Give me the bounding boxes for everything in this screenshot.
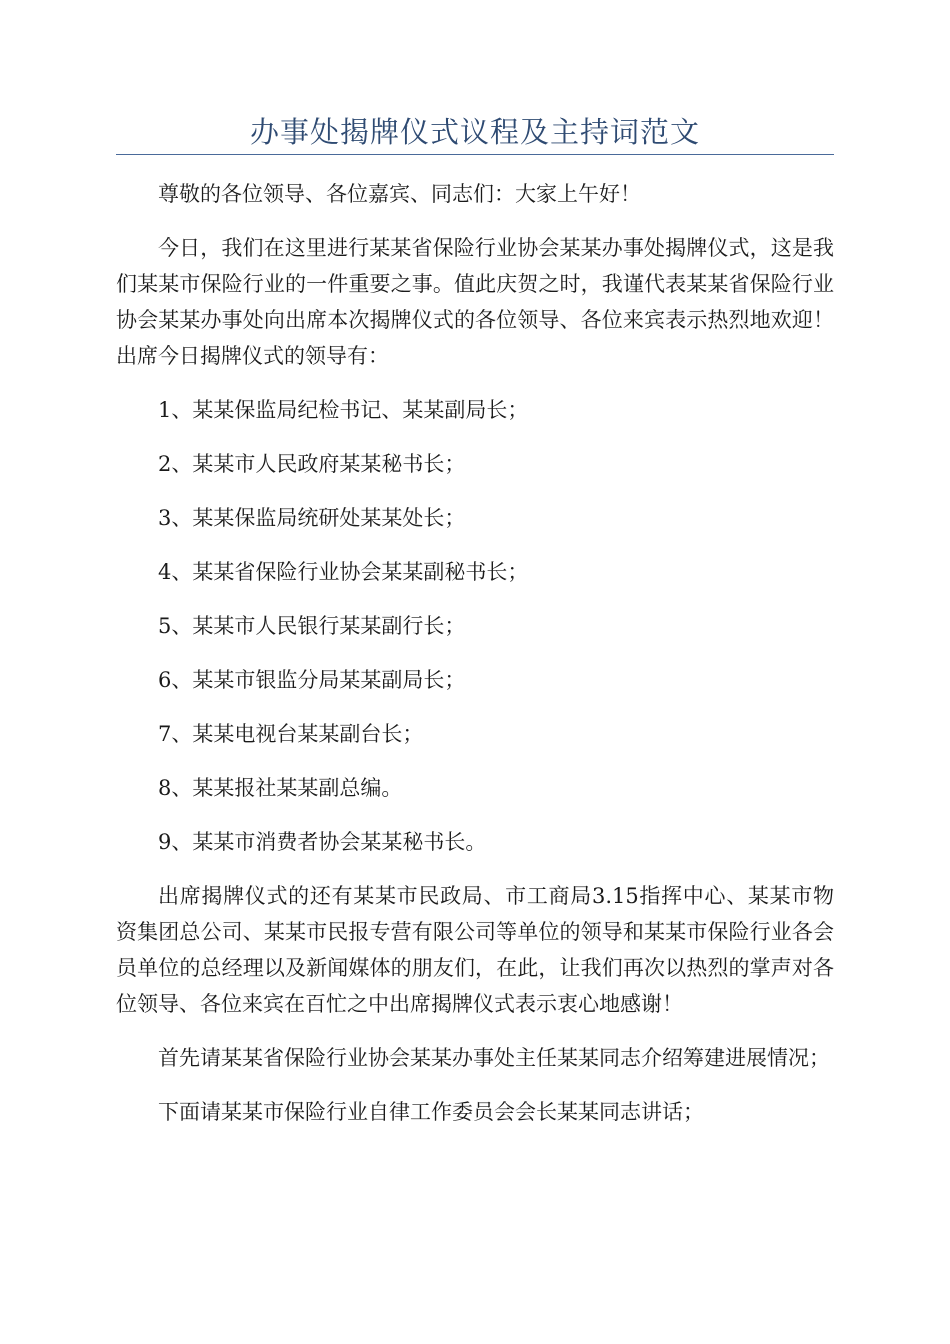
- agenda-paragraph: 首先请某某省保险行业协会某某办事处主任某某同志介绍筹建进展情况；: [158, 1046, 830, 1070]
- list-item: 7、某某电视台某某副台长；: [158, 722, 424, 746]
- document-title: 办事处揭牌仪式议程及主持词范文: [249, 115, 700, 149]
- greeting-paragraph: 尊敬的各位领导、各位嘉宾、同志们：大家上午好！: [158, 182, 641, 206]
- agenda-paragraph: 下面请某某市保险行业自律工作委员会会长某某同志讲话；: [158, 1100, 704, 1124]
- list-item: 6、某某市银监分局某某副局长；: [158, 668, 466, 692]
- list-item: 3、某某保监局统研处某某处长；: [158, 506, 466, 530]
- list-item: 9、某某市消费者协会某某秘书长。: [158, 830, 487, 854]
- list-item: 1、某某保监局纪检书记、某某副局长；: [158, 398, 529, 422]
- attendees-paragraph: 出席揭牌仪式的还有某某市民政局、市工商局3.15指挥中心、某某市物资集团总公司、某某市民报专营有限公司等单位的领导和某某市保险行业各会员单位的总经理以及新闻媒体的朋友们，在此，让我们再次以热烈的掌声对各位领导、各位来宾在百忙之中出席揭牌仪式表示衷心地感谢！: [116, 884, 834, 1016]
- list-item: 8、某某报社某某副总编。: [158, 776, 403, 800]
- list-item: 5、某某市人民银行某某副行长；: [158, 614, 466, 638]
- list-item: 4、某某省保险行业协会某某副秘书长；: [158, 560, 529, 584]
- title-underline: [116, 154, 834, 155]
- document-body: [116, 176, 834, 1148]
- list-item: 2、某某市人民政府某某秘书长；: [158, 452, 466, 476]
- intro-paragraph: 今日，我们在这里进行某某省保险行业协会某某办事处揭牌仪式，这是我们某某市保险行业的一件重要之事。值此庆贺之时，我谨代表某某省保险行业协会某某办事处向出席本次揭牌仪式的各位领导、各位来宾表示热烈地欢迎！出席今日揭牌仪式的领导有：: [116, 236, 834, 368]
